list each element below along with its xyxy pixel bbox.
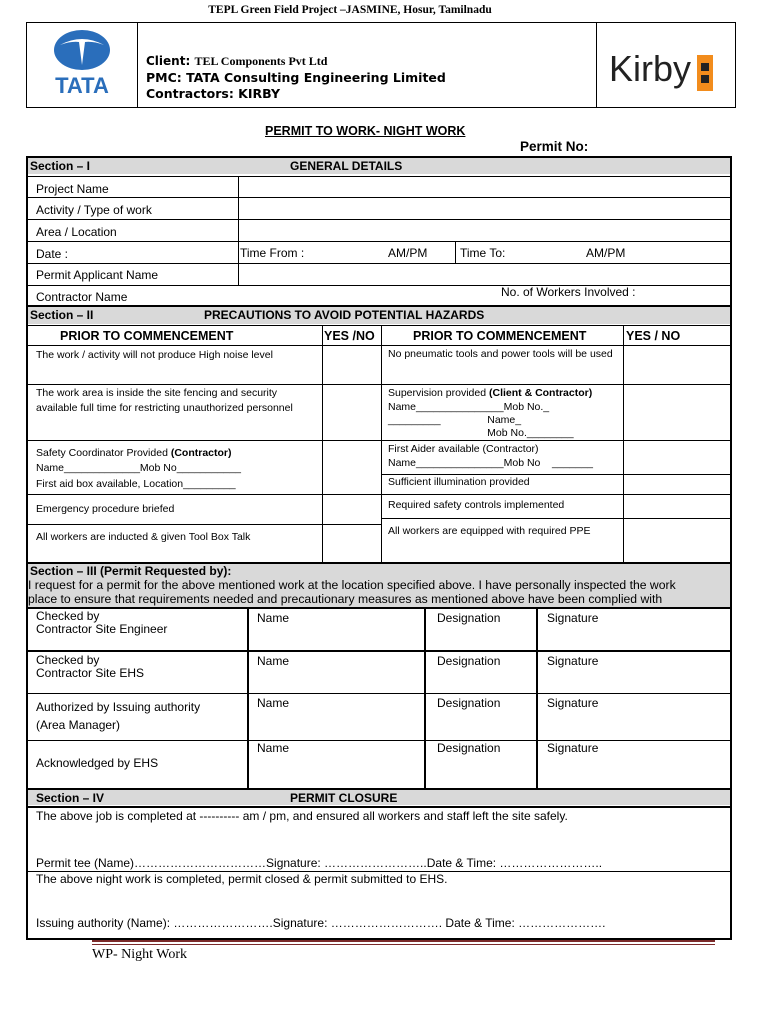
row4-name: Name bbox=[257, 741, 290, 755]
check-supervision-line4: Mob No.________ bbox=[388, 427, 574, 439]
header-box bbox=[26, 22, 736, 108]
kirby-mark-icon bbox=[697, 55, 713, 91]
row-site-ehs-label: Checked by Contractor Site EHS bbox=[36, 653, 145, 680]
kirby-logo-cell bbox=[596, 23, 735, 107]
check-safety-coordinator-name: Name_____________Mob No___________ bbox=[36, 462, 241, 474]
row2-name: Name bbox=[257, 654, 290, 668]
tata-logo bbox=[27, 23, 137, 107]
row1-name: Name bbox=[257, 611, 290, 625]
row4-designation: Designation bbox=[437, 741, 501, 755]
check-noise: The work / activity will not produce High noise level bbox=[36, 349, 273, 361]
section2-label: Section – II bbox=[30, 308, 94, 322]
section2-title: PRECAUTIONS TO AVOID POTENTIAL HAZARDS bbox=[204, 308, 485, 322]
section3-declaration-2: place to ensure that requirements needed and precautionary measures as mentioned above have been complied with bbox=[28, 592, 663, 606]
check-safety-coordinator: Safety Coordinator Provided (Contractor) bbox=[36, 447, 232, 459]
row1-designation: Designation bbox=[437, 611, 501, 625]
section4-label: Section – IV bbox=[36, 791, 105, 805]
check-safety-controls: Required safety controls implemented bbox=[388, 499, 565, 511]
field-workers: No. of Workers Involved : bbox=[501, 285, 636, 299]
check-inducted: All workers are inducted & given Tool Box Talk bbox=[36, 531, 251, 543]
check-supervision-line3: _________ Name_ bbox=[388, 414, 522, 426]
footer-text: WP- Night Work bbox=[92, 947, 188, 962]
row-issuing-authority-label: Authorized by Issuing authority (Area Manager) bbox=[36, 700, 201, 732]
check-emergency: Emergency procedure briefed bbox=[36, 503, 175, 515]
row-ehs-label: Acknowledged by EHS bbox=[36, 756, 159, 770]
col-prior-right: PRIOR TO COMMENCEMENT bbox=[413, 329, 587, 343]
col-prior-left: PRIOR TO COMMENCEMENT bbox=[60, 329, 234, 343]
field-time-to: Time To: bbox=[460, 246, 506, 260]
field-contractor: Contractor Name bbox=[36, 290, 128, 304]
field-ampm-to: AM/PM bbox=[586, 246, 626, 260]
check-supervision-line2: Name_______________Mob No._ bbox=[388, 401, 550, 413]
field-time-from: Time From : bbox=[240, 246, 305, 260]
tata-logo-text: TATA bbox=[55, 73, 109, 98]
check-supervision: Supervision provided (Client & Contractor) bbox=[388, 387, 593, 399]
field-date: Date : bbox=[36, 247, 69, 261]
row4-signature: Signature bbox=[547, 741, 599, 755]
check-ppe: All workers are equipped with required PPE bbox=[388, 525, 591, 537]
footer-rule bbox=[92, 940, 715, 942]
check-pneumatic: No pneumatic tools and power tools will be used bbox=[388, 348, 613, 360]
row2-designation: Designation bbox=[437, 654, 501, 668]
header-contractors: Contractors: KIRBY bbox=[146, 86, 281, 101]
field-applicant: Permit Applicant Name bbox=[36, 268, 159, 282]
row3-name: Name bbox=[257, 696, 290, 710]
field-area: Area / Location bbox=[36, 225, 117, 239]
field-project-name: Project Name bbox=[36, 182, 109, 196]
header-client: Client: TEL Components Pvt Ltd bbox=[146, 54, 328, 68]
closure-permittee: Permit tee (Name)……………………………Signature: ……………………..Date & Time: …………………….. bbox=[36, 856, 603, 870]
section4-title: PERMIT CLOSURE bbox=[290, 791, 398, 805]
row-site-engineer-label: Checked by Contractor Site Engineer bbox=[36, 609, 168, 636]
tata-logo-cell bbox=[27, 23, 138, 107]
col-yesno-right: YES / NO bbox=[626, 329, 681, 343]
document-title: PERMIT TO WORK- NIGHT WORK bbox=[265, 124, 466, 138]
kirby-logo bbox=[597, 23, 735, 107]
check-first-aider: First Aider available (Contractor) bbox=[388, 443, 539, 455]
row3-designation: Designation bbox=[437, 696, 501, 710]
closure-line-1: The above job is completed at ---------- am / pm, and ensured all workers and staff left the site safely. bbox=[36, 809, 568, 823]
header-pmc: PMC: TATA Consulting Engineering Limited bbox=[146, 70, 446, 85]
closure-line-2: The above night work is completed, permit closed & permit submitted to EHS. bbox=[36, 872, 448, 886]
section1-title: GENERAL DETAILS bbox=[290, 159, 403, 173]
kirby-logo-text: Kirby bbox=[609, 48, 692, 89]
check-fencing-1: The work area is inside the site fencing and security bbox=[36, 387, 278, 399]
check-first-aider-name: Name_______________Mob No _______ bbox=[388, 457, 593, 469]
section3-title: Section – III (Permit Requested by): bbox=[30, 564, 232, 578]
permit-form-table bbox=[26, 156, 732, 940]
footer-rule-thin bbox=[92, 944, 715, 945]
closure-issuing-authority: Issuing authority (Name): …………………….Signature: ………………………. Date & Time: …………………. bbox=[36, 916, 606, 930]
check-first-aid-box: First aid box available, Location_________ bbox=[36, 478, 236, 490]
header-project: TEPL Green Field Project –JASMINE, Hosur, Tamilnadu bbox=[208, 4, 492, 16]
section1-label: Section – I bbox=[30, 159, 91, 173]
row3-signature: Signature bbox=[547, 696, 599, 710]
permit-number-label: Permit No: bbox=[520, 139, 589, 154]
field-ampm-from: AM/PM bbox=[388, 246, 428, 260]
check-illumination: Sufficient illumination provided bbox=[388, 476, 530, 488]
row1-signature: Signature bbox=[547, 611, 599, 625]
section3-declaration-1: I request for a permit for the above mentioned work at the location specified above. I have personally inspected the work bbox=[28, 578, 676, 592]
check-fencing-2: available full time for restricting unauthorized personnel bbox=[36, 402, 293, 414]
col-yesno-left: YES /NO bbox=[324, 329, 375, 343]
row2-signature: Signature bbox=[547, 654, 599, 668]
field-activity: Activity / Type of work bbox=[36, 203, 152, 217]
